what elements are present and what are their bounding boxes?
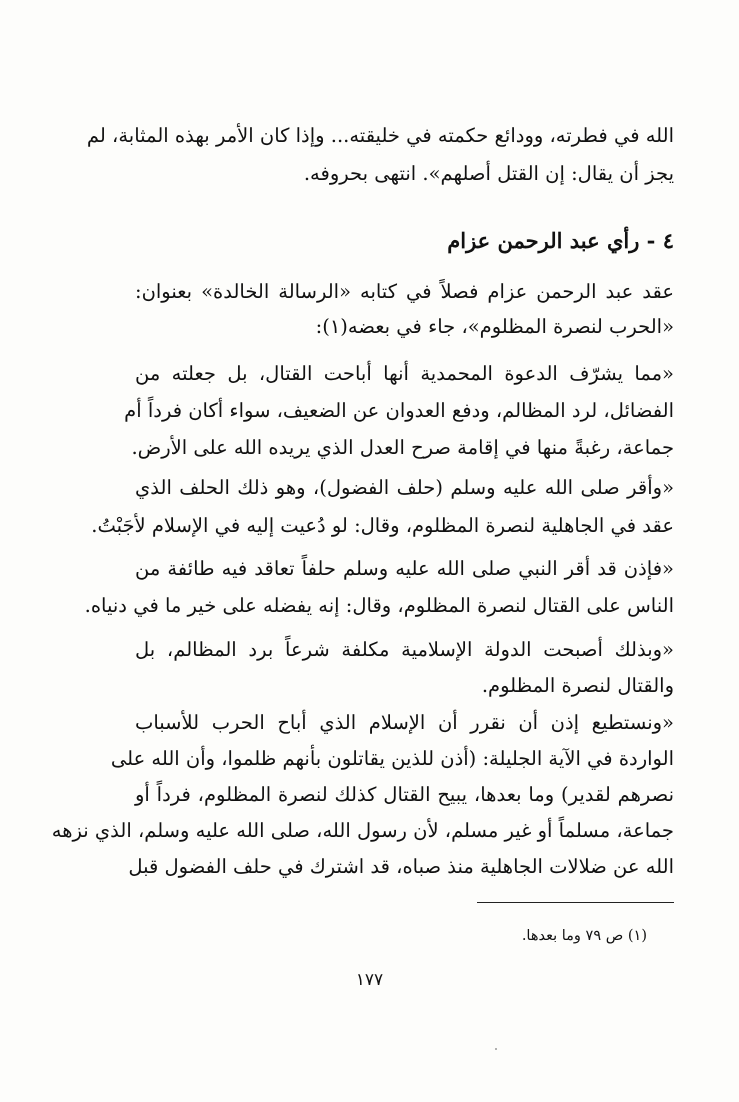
text-line: الناس على القتال لنصرة المظلوم، وقال: إنه يفضله على خير ما في دنياه. bbox=[84, 594, 674, 617]
text-line: عقد عبد الرحمن عزام فصلاً في كتابه «الرسالة الخالدة» بعنوان: bbox=[135, 280, 674, 303]
text-line: عقد في الجاهلية لنصرة المظلوم، وقال: لو دُعيت إليه في الإسلام لأجَبْتُ. bbox=[91, 514, 674, 537]
scan-speck bbox=[495, 1048, 497, 1050]
text-line: الواردة في الآية الجليلة: (أذن للذين يقاتلون بأنهم ظلموا، وأن الله على bbox=[110, 747, 674, 770]
text-line: «فإذن قد أقر النبي صلى الله عليه وسلم حلفاً تعاقد فيه طائفة من bbox=[135, 557, 674, 580]
text-line: نصرهم لقدير) وما بعدها، يبيح القتال كذلك لنصرة المظلوم، فرداً أو bbox=[135, 783, 674, 806]
text-line: «الحرب لنصرة المظلوم»، جاء في بعضه(١): bbox=[315, 315, 674, 338]
text-line: «وأقر صلى الله عليه وسلم (حلف الفضول)، وهو ذلك الحلف الذي bbox=[135, 476, 674, 499]
section-heading: ٤ - رأي عبد الرحمن عزام bbox=[447, 228, 674, 253]
text-line: «وبذلك أصبحت الدولة الإسلامية مكلفة شرعاً برد المظالم، بل bbox=[135, 638, 674, 661]
footnote: (١) ص ٧٩ وما بعدها. bbox=[521, 928, 647, 944]
text-line: والقتال لنصرة المظلوم. bbox=[481, 674, 674, 697]
text-line: الفضائل، لرد المظالم، ودفع العدوان عن الضعيف، سواء أكان فرداً أم bbox=[124, 399, 674, 422]
text-line: الله عن ضلالات الجاهلية منذ صباه، قد اشترك في حلف الفضول قبل bbox=[128, 855, 674, 878]
text-line: «مما يشرّف الدعوة المحمدية أنها أباحت القتال، بل جعلته من bbox=[135, 362, 674, 385]
text-line: جماعة، مسلماً أو غير مسلم، لأن رسول الله، صلى الله عليه وسلم، الذي نزهه bbox=[51, 819, 674, 842]
text-line: يجز أن يقال: إن القتل أصلهم». انتهى بحروفه. bbox=[303, 162, 674, 185]
text-line: «ونستطيع إذن أن نقرر أن الإسلام الذي أباح الحرب للأسباب bbox=[135, 711, 674, 734]
footnote-separator bbox=[477, 902, 674, 903]
page-number: ١٧٧ bbox=[355, 970, 384, 990]
text-line: جماعة، رغبةً منها في إقامة صرح العدل الذي يريده الله على الأرض. bbox=[131, 436, 674, 459]
text-line: الله في فطرته، وودائع حكمته في خليقته... وإذا كان الأمر بهذه المثابة، لم bbox=[86, 124, 674, 147]
